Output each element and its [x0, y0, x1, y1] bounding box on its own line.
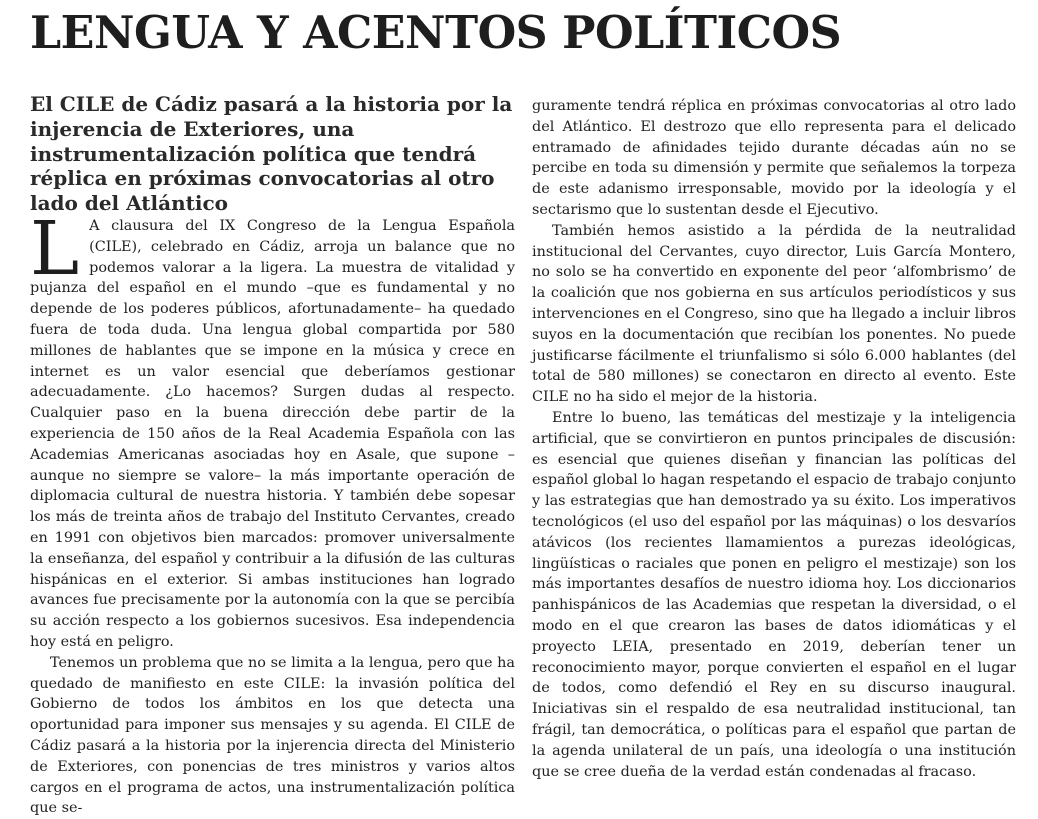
paragraph-4: También hemos asistido a la pérdida de la neutralidad institucional del Cervantes, cuyo director, Luis García Montero, no solo se ha convertido en exponente del peor ‘alfombrismo’ de la coalición que nos gobierna en sus artículos periodísticos y sus intervenciones en el Congreso, sino que ha llegado a incluir libros suyos en la documentación que recibían los ponentes. No puede justificarse fácilmente el triunfalismo si sólo 6.000 hablantes (del total de 580 millones) se conectaron en directo al evento. Este CILE no ha sido el mejor de la historia.	[532, 222, 1016, 406]
subheadline: El CILE de Cádiz pasará a la historia por la injerencia de Exteriores, una instrumentalización política que tendrá réplica en próximas convocatorias al otro lado del Atlántico	[30, 92, 513, 216]
paragraph-5: Entre lo bueno, las temáticas del mestizaje y la inteligencia artificial, que se convirtieron en puntos principales de discusión: es esencial que quienes diseñan y financian las políticas del español global lo hagan respetando el espacio de trabajo conjunto y las estrategias que han demostrado ya su éxito. Los imperativos tecnológicos (el uso del español por las máquinas) o los desvaríos atávicos (los recientes llamamientos a purezas ideológicas, lingüísticas o raciales que ponen en peligro el mestizaje) son los más importantes desafíos de nuestro idioma hoy. Los diccionarios panhispánicos de las Academias que respetan la diversidad, o el modo en el que crearon las bases de datos idiomáticas y el proyecto LEIA, presentado en 2019, deberían tener un reconocimiento mayor, porque convierten el español en el lugar de todos, como defendió el Rey en su discurso inaugural. Iniciativas sin el respaldo de esa neutralidad institucional, tan frágil, tan democrática, o políticas para el español que partan de la agenda unilateral de un país, una ideología o una institución que se cree dueña de la verdad están condenadas al fracaso.	[532, 409, 1016, 780]
paragraph-3: guramente tendrá réplica en próximas convocatorias al otro lado del Atlántico. El destrozo que ello representa para el delicado entramado de afinidades tejido durante décadas aún no se percibe en toda su dimensión y permite que señalemos la torpeza de este adanismo irresponsable, movido por la ideología y el sectarismo que lo sustentan desde el Ejecutivo.	[532, 98, 1016, 218]
paragraph-2: Tenemos un problema que no se limita a la lengua, pero que ha quedado de manifiesto en este CILE: la invasión política del Gobierno de todos los ámbitos en los que detecta una oportunidad para imponer sus mensajes y su agenda. El CILE de Cádiz pasará a la historia por la injerencia directa del Ministerio de Exteriores, con ponencias de tres ministros y varios altos cargos en el programa de actos, una instrumentalización política que se-	[30, 654, 515, 817]
paragraph-1	[30, 206, 515, 653]
drop-cap: L	[30, 206, 80, 292]
left-column	[30, 206, 515, 819]
paragraph-1-text: A clausura del IX Congreso de la Lengua Española (CILE), celebrado en Cádiz, arroja un balance que no podemos valorar a la ligera. La muestra de vitalidad y pujanza del español en el mundo –que es fundamental y no depende de los poderes públicos, afortunadamente– ha quedado fuera de toda duda. Una lengua global compartida por 580 millones de hablantes que se impone en la música y crece en internet es un valor esencial que deberíamos gestionar adecuadamente. ¿Lo hacemos? Surgen dudas al respecto. Cualquier paso en la buena dirección debe partir de la experiencia de 150 años de la Real Academia Española con las Academias Americanas asociadas hoy en Asale, que supone –aunque no siempre se valore– la más importante operación de diplomacia cultural de nuestra historia. Y también debe sopesar los más de treinta años de trabajo del Instituto Cervantes, creado en 1991 con objetivos bien marcados: promover universalmente la enseñanza, del español y contribuir a la difusión de las culturas hispánicas en el exterior. Si ambas instituciones han logrado avances fue precisamente por la autonomía con la que se percibía su acción respecto a los gobiernos sucesivos. Esa independencia hoy está en peligro.	[30, 218, 515, 650]
right-column	[532, 96, 1016, 782]
headline: LENGUA Y ACENTOS POLÍTICOS	[30, 6, 842, 59]
